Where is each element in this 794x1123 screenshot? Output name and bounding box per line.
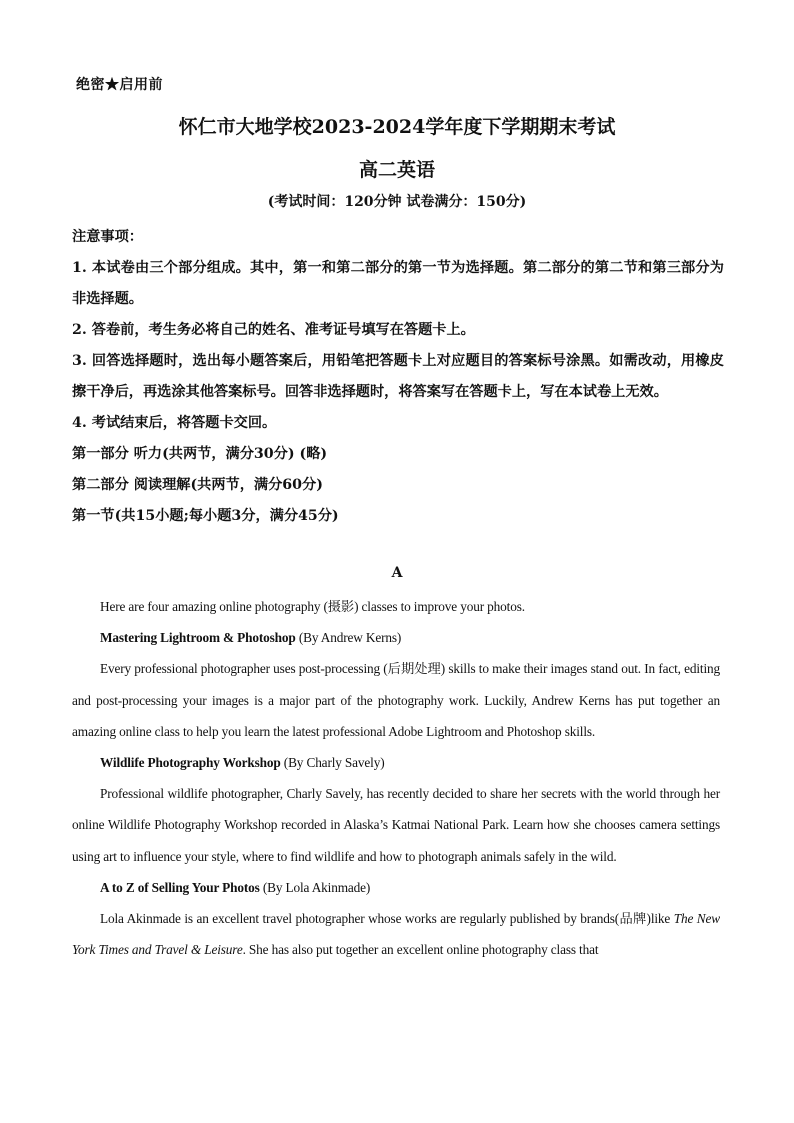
- passage-letter: A: [391, 565, 403, 581]
- notice-item: 3. 回答选择题时，选出每小题答案后，用铅笔把答题卡上对应题目的答案标号涂黑。如需改动，用橡皮擦干净后，再选涂其他答案标号。回答非选择题时，将答案写在答题卡上，写在本试卷上无效。: [72, 353, 724, 400]
- description-start: Lola Akinmade is an excellent travel photographer whose works are regularly published by brands(品牌)like: [100, 911, 674, 927]
- exam-title: 怀仁市大地学校2023-2024学年度下学期期末考试: [178, 116, 616, 138]
- notices-heading: 注意事项：: [72, 229, 143, 245]
- class-author: (By Lola Akinmade): [259, 879, 371, 895]
- class-name: Wildlife Photography Workshop: [100, 755, 281, 771]
- class-description: Every professional photographer uses post-processing (后期处理) skills to make their images stand out. In fact, editing and post-processing your images is a major part of the photography work. Luckily, Andrew Kerns has put together an amazing online class to help you learn the latest professional Adobe Lightroom and Photoshop skills.: [72, 661, 720, 739]
- class-description: Professional wildlife photographer, Charly Savely, has recently decided to share her secrets with the world through her online Wildlife Photography Workshop recorded in Alaska’s Katmai National Park. Learn how she chooses camera settings using art to influence your style, where to find wildlife and how to photograph animals safely in the wild.: [72, 786, 720, 864]
- class-description: [72, 903, 720, 965]
- exam-info: (考试时间：120分钟 试卷满分：150分): [267, 194, 527, 210]
- class-heading: [72, 747, 720, 778]
- class-author: (By Andrew Kerns): [295, 630, 402, 646]
- passage-intro: Here are four amazing online photography (摄影) classes to improve your photos.: [100, 599, 525, 614]
- notice-item: 4. 考试结束后，将答题卡交回。: [72, 415, 277, 431]
- class-author: (By Charly Savely): [280, 755, 385, 771]
- section1-heading: 第一节(共15小题;每小题3分，满分45分): [72, 508, 339, 524]
- publication-names: The New York Times and Travel & Leisure: [72, 911, 721, 958]
- description-end: . She has also put together an excellent online photography class that: [242, 942, 599, 958]
- notice-item: 2. 答卷前，考生务必将自己的姓名、准考证号填写在答题卡上。: [72, 322, 475, 338]
- notices-block: [72, 222, 724, 532]
- part1-heading: 第一部分 听力(共两节，满分30分) (略): [72, 446, 328, 462]
- part2-heading: 第二部分 阅读理解(共两节，满分60分): [72, 477, 323, 493]
- class-heading: [72, 622, 720, 653]
- class-name: A to Z of Selling Your Photos: [100, 879, 260, 895]
- class-name: Mastering Lightroom & Photoshop: [100, 630, 296, 646]
- passage-body: [72, 591, 720, 965]
- secret-label: 绝密★启用前: [76, 77, 163, 93]
- exam-subject: 高二英语: [358, 159, 435, 181]
- class-heading: [72, 872, 720, 903]
- notice-item: 1. 本试卷由三个部分组成。其中，第一和第二部分的第一节为选择题。第二部分的第二节和第三部分为非选择题。: [72, 260, 724, 307]
